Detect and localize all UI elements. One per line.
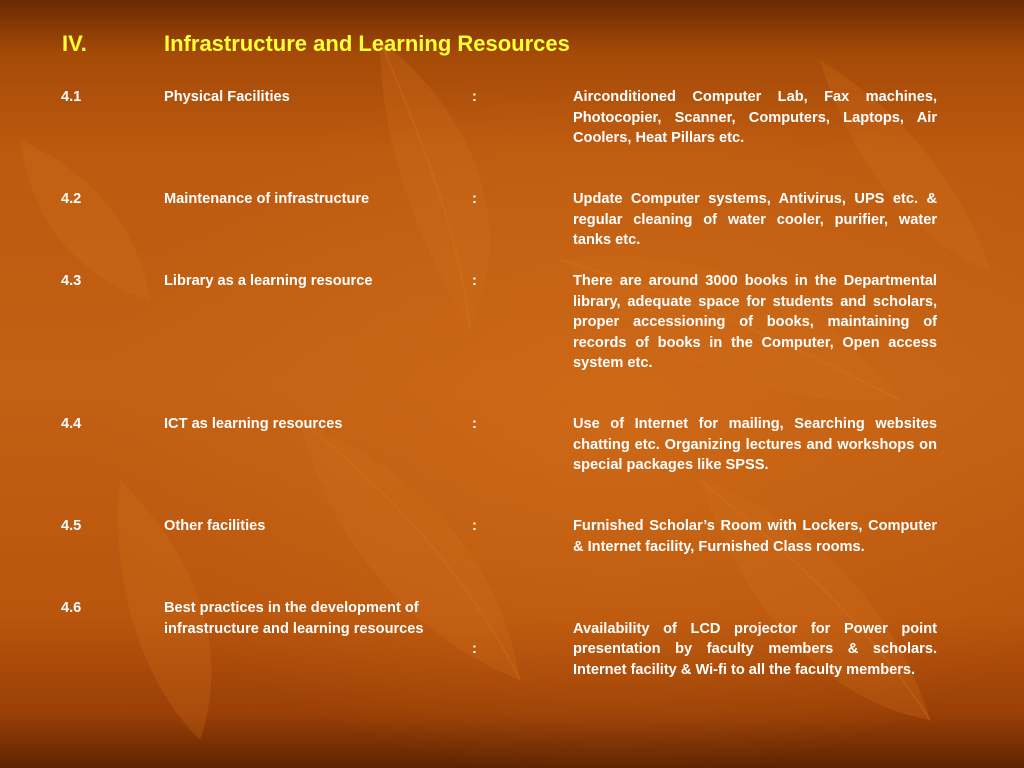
- item-label: Library as a learning resource: [164, 273, 373, 289]
- section-number: IV.: [62, 31, 87, 56]
- item-description: Airconditioned Computer Lab, Fax machines, Photocopier, Scanner, Computers, Laptops, Air Coolers, Heat Pillars etc.: [573, 89, 937, 146]
- item-colon: :: [472, 518, 477, 534]
- item-colon: :: [472, 416, 477, 432]
- item-number: 4.3: [61, 273, 82, 289]
- item-description: Furnished Scholar’s Room with Lockers, Computer & Internet facility, Furnished Class rooms.: [573, 518, 937, 555]
- item-colon: :: [472, 89, 477, 105]
- item-label: Physical Facilities: [164, 89, 290, 105]
- item-description: Update Computer systems, Antivirus, UPS etc. & regular cleaning of water cooler, purifier, water tanks etc.: [573, 191, 937, 248]
- item-number: 4.6: [61, 600, 82, 616]
- item-number: 4.2: [61, 191, 82, 207]
- item-label: Other facilities: [164, 518, 266, 534]
- item-number: 4.1: [61, 89, 82, 105]
- item-colon: :: [472, 641, 477, 657]
- item-number: 4.4: [61, 416, 82, 432]
- item-number: 4.5: [61, 518, 82, 534]
- item-colon: :: [472, 191, 477, 207]
- item-description: Use of Internet for mailing, Searching websites chatting etc. Organizing lectures and workshops on special packages like SPSS.: [573, 416, 937, 473]
- section-title: Infrastructure and Learning Resources: [164, 31, 570, 56]
- item-label: Best practices in the development of infrastructure and learning resources: [164, 600, 424, 637]
- item-label: Maintenance of infrastructure: [164, 191, 370, 207]
- item-label: ICT as learning resources: [164, 416, 343, 432]
- item-description: Availability of LCD projector for Power point presentation by faculty members & scholars. Internet facility & Wi-fi to all the faculty members.: [573, 620, 937, 678]
- item-description: There are around 3000 books in the Departmental library, adequate space for students and scholars, proper accessioning of books, maintaining of records of books in the Computer, Open access system etc.: [573, 273, 937, 371]
- item-colon: :: [472, 273, 477, 289]
